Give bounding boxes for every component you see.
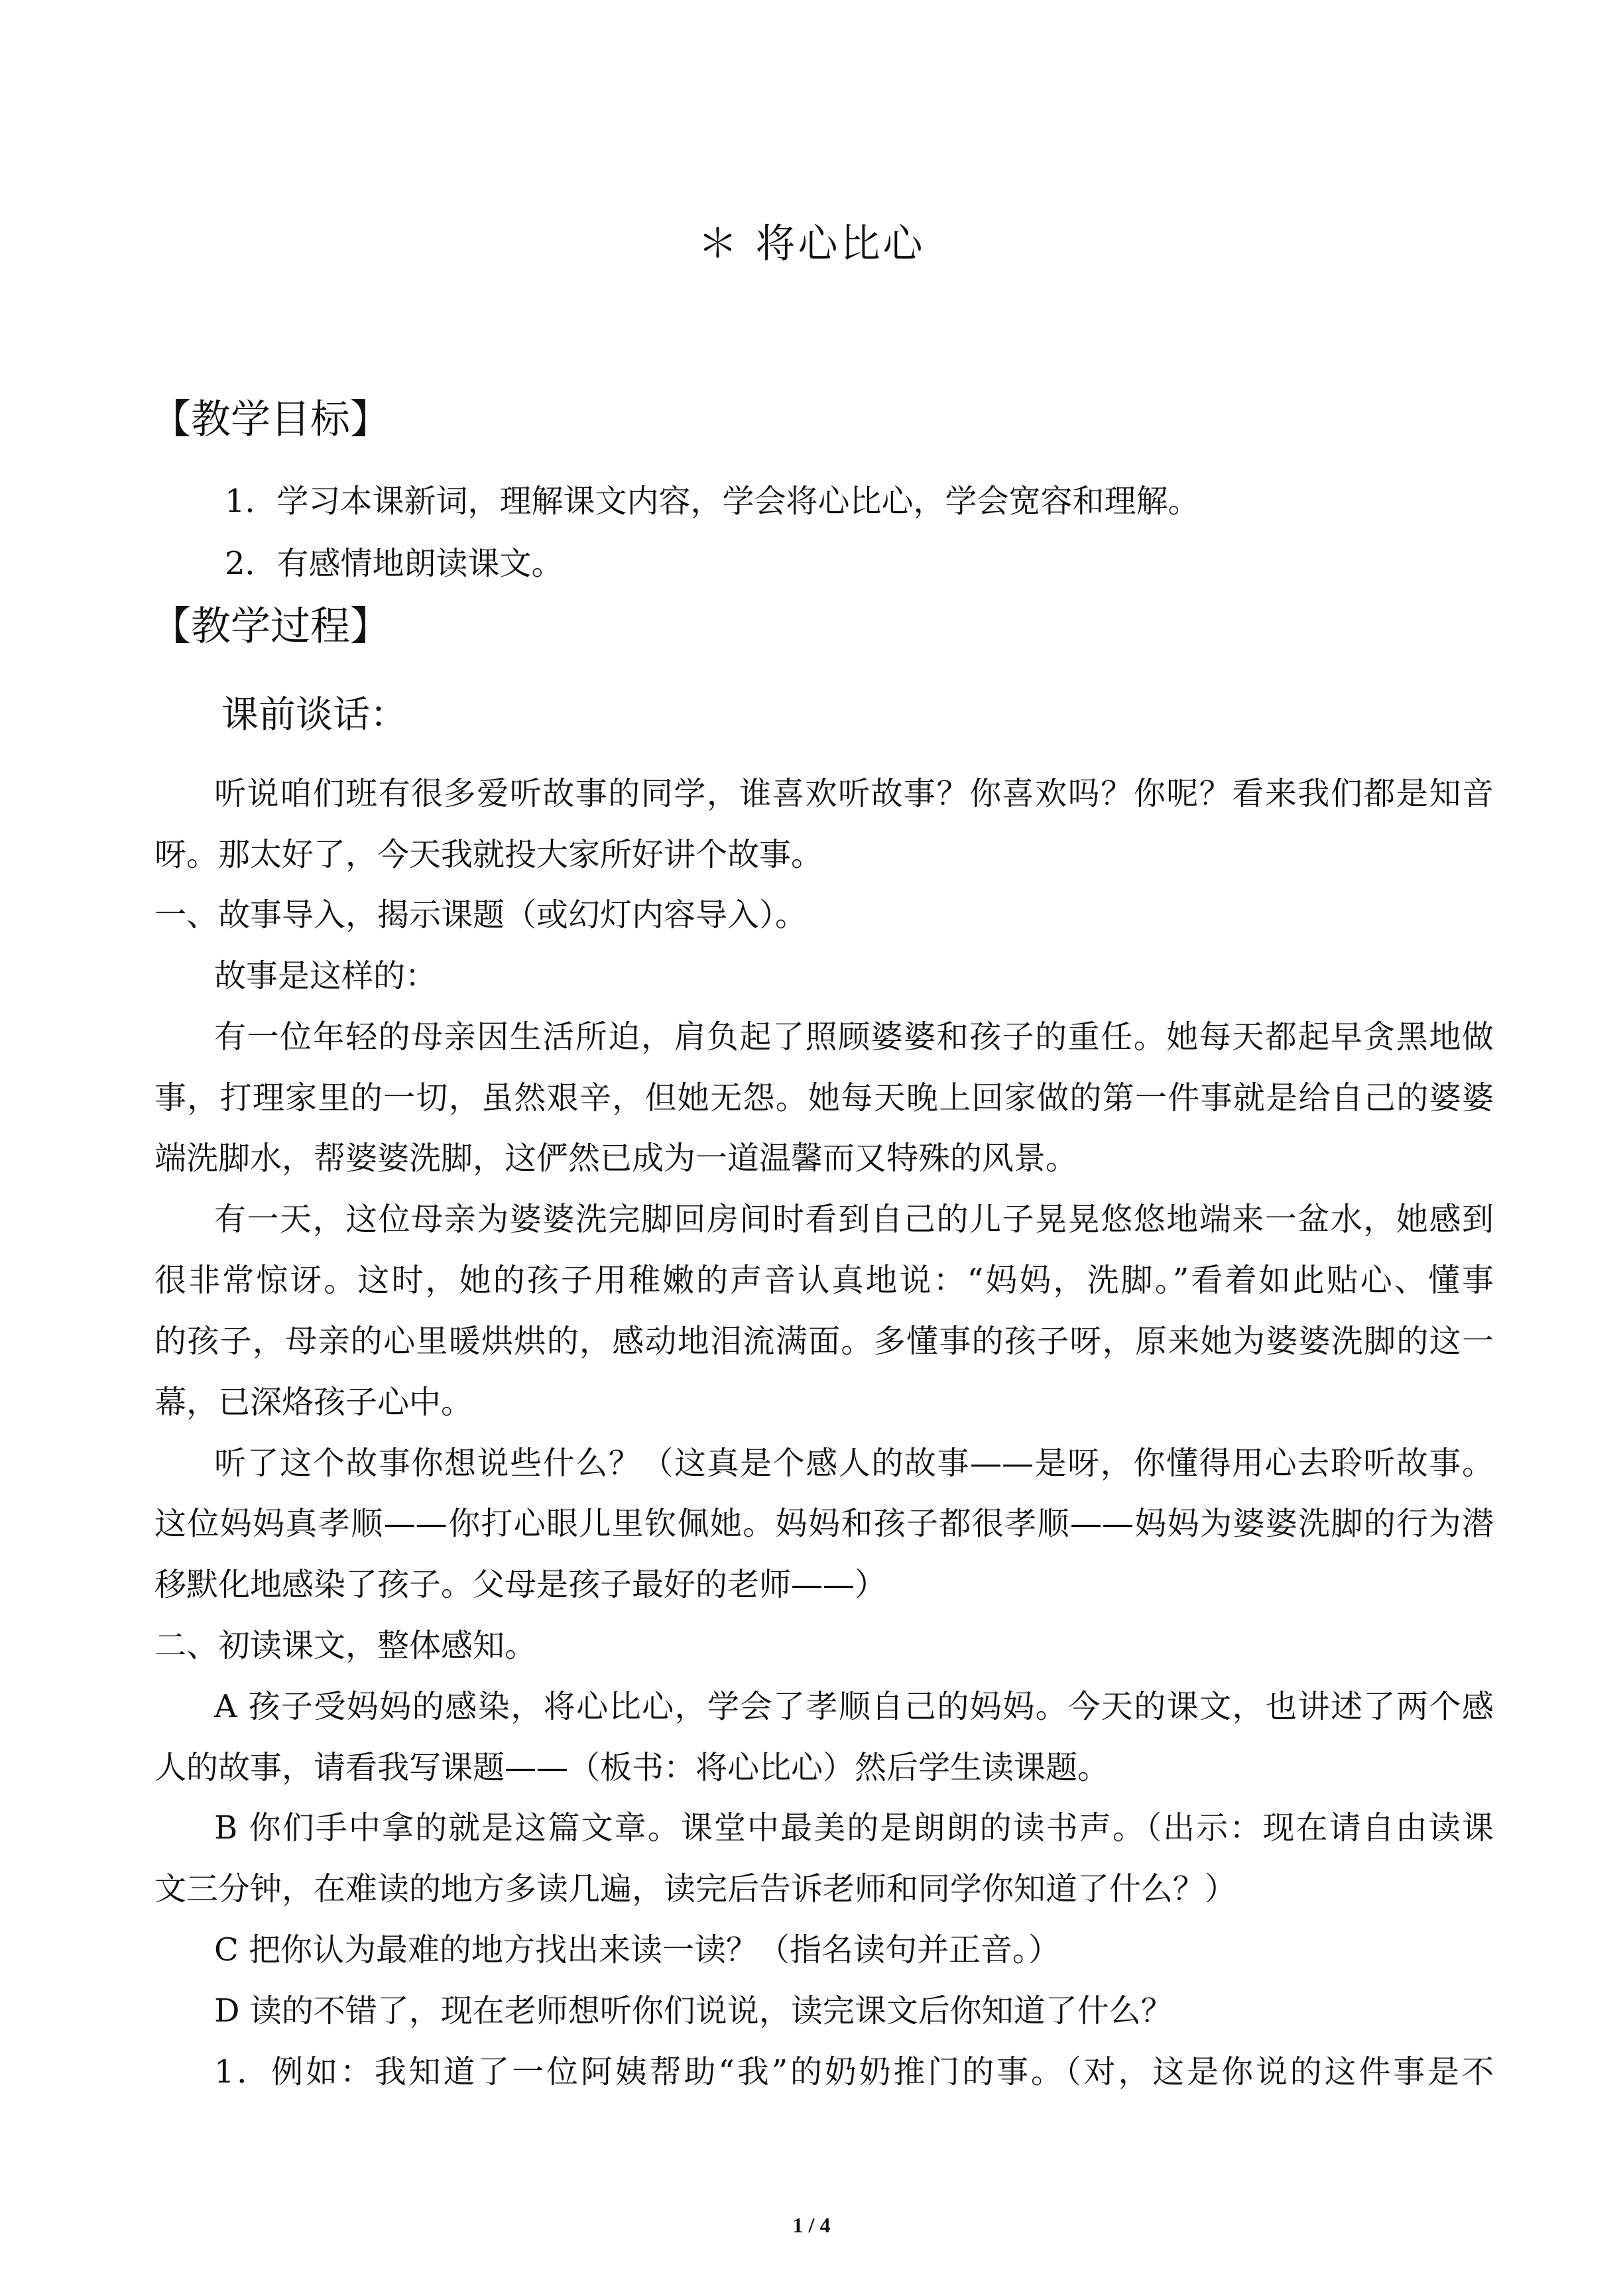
story-paragraph-line: 事，打理家里的一切，虽然艰辛，但她无怨。她每天晚上回家做的第一件事就是给自己的婆婆 xyxy=(154,1079,1494,1117)
step-b-line: B 你们手中拿的就是这篇文章。课堂中最美的是朗朗的读书声。（出示：现在请自由读课 xyxy=(214,1809,1494,1846)
intro-paragraph-line: 听说咱们班有很多爱听故事的同学，谁喜欢听故事？你喜欢吗？你呢？看来我们都是知音 xyxy=(214,775,1494,812)
intro-heading: 课前谈话： xyxy=(221,694,407,737)
example-line: 1．例如：我知道了一位阿姨帮助“我”的奶奶推门的事。（对，这是你说的这件事是不 xyxy=(214,2053,1494,2090)
discussion-paragraph-line: 听了这个故事你想说些什么？（这真是个感人的故事——是呀，你懂得用心去聆听故事。 xyxy=(214,1445,1494,1482)
story-paragraph-line: 很非常惊讶。这时，她的孩子用稚嫩的声音认真地说：“妈妈，洗脚。”看着如此贴心、懂事 xyxy=(154,1262,1494,1299)
step-a-line: A 孩子受妈妈的感染，将心比心，学会了孝顺自己的妈妈。今天的课文，也讲述了两个感 xyxy=(214,1688,1494,1725)
story-paragraph-line: 幕，已深烙孩子心中。 xyxy=(154,1384,473,1421)
part1-heading: 一、故事导入，揭示课题（或幻灯内容导入）。 xyxy=(154,896,808,934)
discussion-paragraph-line: 移默化地感染了孩子。父母是孩子最好的老师——） xyxy=(154,1566,887,1603)
story-paragraph-line: 的孩子，母亲的心里暖烘烘的，感动地泪流满面。多懂事的孩子呀，原来她为婆婆洗脚的这一 xyxy=(154,1323,1494,1360)
objective-item-2: 2．有感情地朗读课文。 xyxy=(225,545,564,582)
step-d-line: D 读的不错了，现在老师想听你们说说，读完课文后你知道了什么？ xyxy=(214,1992,1173,2029)
part2-heading: 二、初读课文，整体感知。 xyxy=(154,1627,537,1664)
story-lead: 故事是这样的： xyxy=(214,957,438,995)
discussion-paragraph-line: 这位妈妈真孝顺——你打心眼儿里钦佩她。妈妈和孩子都很孝顺——妈妈为婆婆洗脚的行为潜 xyxy=(154,1505,1494,1542)
objectives-heading: 【教学目标】 xyxy=(151,396,390,443)
story-paragraph-line: 有一天，这位母亲为婆婆洗完脚回房间时看到自己的儿子晃晃悠悠地端来一盆水，她感到 xyxy=(214,1201,1494,1238)
page-number: 1 / 4 xyxy=(792,2213,831,2237)
story-paragraph-line: 端洗脚水，帮婆婆洗脚，这俨然已成为一道温馨而又特殊的风景。 xyxy=(154,1140,1078,1177)
objective-item-1: 1．学习本课新词，理解课文内容，学会将心比心，学会宽容和理解。 xyxy=(225,483,1200,520)
step-c-line: C 把你认为最难的地方找出来读一读？（指名读句并正音。） xyxy=(214,1931,1060,1968)
step-a-line: 人的故事，请看我写课题——（板书：将心比心）然后学生读课题。 xyxy=(154,1749,1110,1786)
page-title: ＊ 将心比心 xyxy=(697,221,926,267)
process-heading: 【教学过程】 xyxy=(151,603,390,650)
story-paragraph-line: 有一位年轻的母亲因生活所迫，肩负起了照顾婆婆和孩子的重任。她每天都起早贪黑地做 xyxy=(214,1018,1494,1056)
step-b-line: 文三分钟，在难读的地方多读几遍，读完后告诉老师和同学你知道了什么？） xyxy=(154,1870,1237,1907)
intro-paragraph-line: 呀。那太好了，今天我就投大家所好讲个故事。 xyxy=(154,836,823,873)
